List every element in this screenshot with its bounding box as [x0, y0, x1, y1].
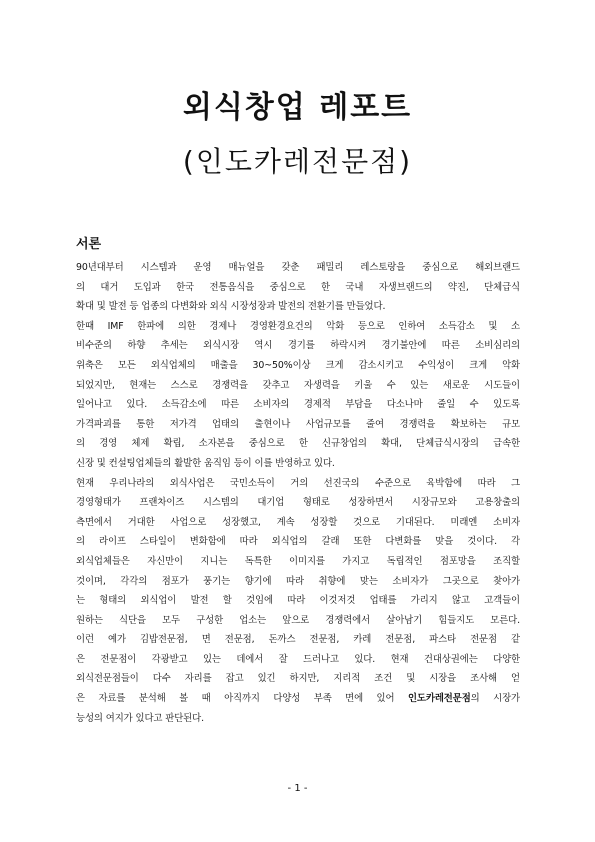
- paragraph-line: 의 경영 체제 확립, 소자본을 중심으로 한 신규창업의 확대, 단체급식시장의 급속한: [76, 438, 520, 450]
- paragraph-line: 가격파괴를 통한 저가격 업태의 출현이나 사업규모를 줄여 경쟁력을 확보하는 규모: [76, 418, 520, 430]
- body-text: [76, 258, 520, 728]
- page-title: 외식창업 레포트: [182, 90, 413, 125]
- paragraph-line: 한때 IMF 한파에 의한 경제나 경영환경요건의 악화 등으로 인하여 소득감소 및 소: [76, 320, 520, 332]
- paragraph-line: 측면에서 거대한 사업으로 성장했고, 계속 성장할 것으로 기대된다. 미래엔 소비자: [76, 516, 520, 528]
- paragraph-line: 일어나고 있다. 소득감소에 따른 소비자의 경제적 부담을 다소나마 줄일 수 있도록: [76, 399, 520, 411]
- paragraph-line: 위축은 모든 외식업체의 매출을 30~50%이상 크게 감소시키고 수익성이 크게 악화: [76, 359, 520, 371]
- paragraph-line: 비수준의 하향 추세는 외식시장 역시 경기를 하락시켜 경기불안에 따른 소비심리의: [76, 340, 520, 352]
- paragraph-line: 경영형태가 프랜차이즈 시스템의 대기업 형태로 성장하면서 시장규모와 고용창출의: [76, 497, 520, 509]
- paragraph-line: 원하는 식단을 모두 구성한 업소는 앞으로 경쟁력에서 살아남기 힘들지도 모른다.: [76, 614, 520, 626]
- paragraph-line: 외식업체들은 자신만이 지니는 독특한 이미지를 가지고 독립적인 점포망을 조직할: [76, 555, 520, 567]
- page-subtitle: (인도카레전문점): [182, 145, 413, 178]
- paragraph-line: 는 형태의 외식업이 발전 할 것임에 따라 이것저것 업태를 가리지 않고 고객들이: [76, 595, 520, 607]
- paragraph-line: 현재 우리나라의 외식사업은 국민소득이 거의 선진국의 수준으로 육박함에 따라 그: [76, 477, 520, 489]
- paragraph-line: 의 대거 도입과 한국 전통음식을 중심으로 한 국내 자생브랜드의 약진, 단체급식: [76, 281, 520, 293]
- emphasized-term: 인도카레전문점: [407, 693, 471, 705]
- paragraph-line: 의 라이프 스타일이 변화함에 따라 외식업의 갈래 또한 다변화를 맞을 것이다. 각: [76, 536, 520, 548]
- paragraph-line: 은 전문점이 각광받고 있는 데에서 잘 드러나고 있다. 현재 건대상권에는 다양한: [76, 653, 520, 665]
- section-heading: 서론: [76, 237, 102, 252]
- paragraph-line: 외식전문점들이 다수 자리를 잡고 있긴 하지만, 지리적 조건 및 시장을 조사해 얻: [76, 673, 520, 685]
- paragraph-line: 90년대부터 시스템과 운영 매뉴얼을 갖춘 패밀리 레스토랑을 중심으로 해외브랜드: [76, 262, 520, 273]
- paragraph-line: 능성의 여지가 있다고 판단된다.: [76, 712, 204, 724]
- paragraph-line: 이런 예가 김밥전문점, 면 전문점, 돈까스 전문점, 카레 전문점, 파스타 전문점 같: [76, 634, 520, 646]
- line-text: 은 자료를 분석해 볼 때 아직까지 다양성 부족 면에 있어: [76, 693, 408, 705]
- paragraph-line: 확대 및 발전 등 업종의 다변화와 외식 시장성장과 발전의 전환기를 만들었다.: [76, 301, 386, 313]
- line-text: 의 시장가: [470, 693, 520, 705]
- paragraph-line: 되었지만, 현재는 스스로 경쟁력을 갖추고 자생력을 키울 수 있는 새로운 시도들이: [76, 379, 520, 391]
- paragraph-line: 것이며, 각각의 점포가 풍기는 향기에 따라 취향에 맞는 소비자가 그곳으로 찾아가: [76, 575, 520, 587]
- paragraph-line: 신장 및 컨설팅업체들의 활발한 움직임 등이 이를 반영하고 있다.: [76, 457, 335, 469]
- paragraph-line: [76, 689, 520, 709]
- page-number: - 1 -: [287, 783, 308, 794]
